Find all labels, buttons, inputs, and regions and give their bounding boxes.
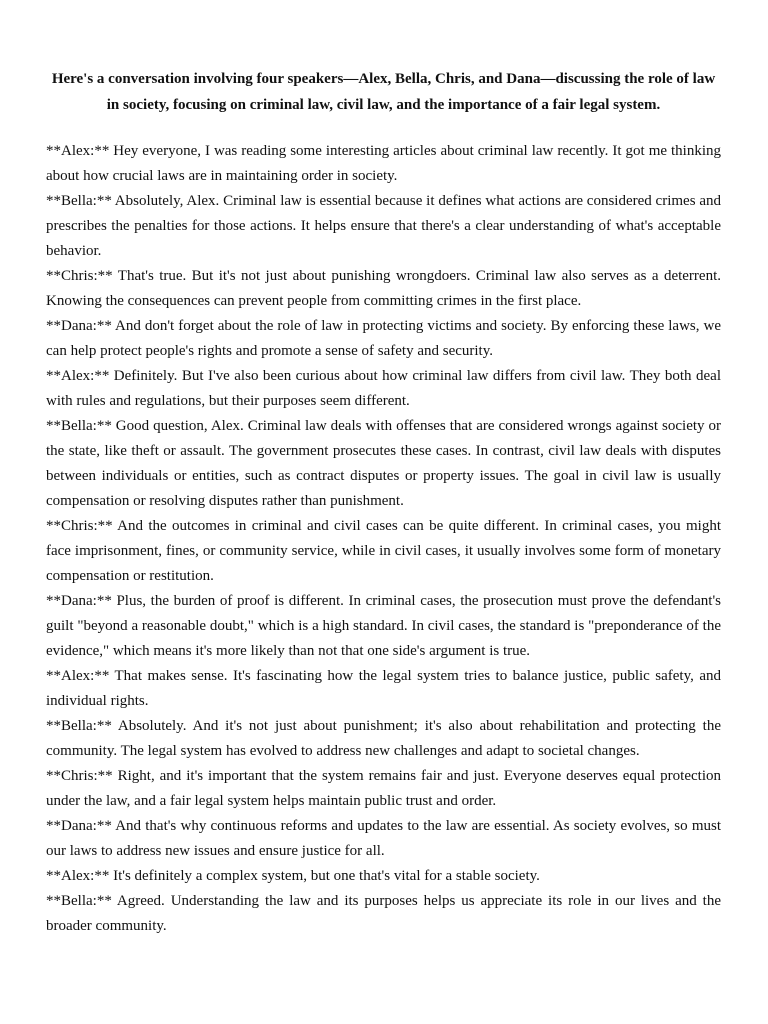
dialogue-turn-bella: **Bella:** Absolutely. And it's not just about punishment; it's also about rehabilitation and protecting the community. The legal system has evolved to address new challenges and adapt to societal changes. xyxy=(46,718,721,759)
dialogue-turn-alex: **Alex:** It's definitely a complex system, but one that's vital for a stable society. xyxy=(46,868,540,884)
dialogue-turn-bella: **Bella:** Agreed. Understanding the law and its purposes helps us appreciate its role in our lives and the broader community. xyxy=(46,893,721,934)
dialogue-turn-chris: **Chris:** Right, and it's important that the system remains fair and just. Everyone deserves equal protection under the law, and a fair legal system helps maintain public trust and order. xyxy=(46,768,721,809)
dialogue-turn-bella: **Bella:** Good question, Alex. Criminal law deals with offenses that are considered wrongs against society or the state, like theft or assault. The government prosecutes these cases. In contrast, civil law deals with disputes between individuals or entities, such as contract disputes or property issues. The goal in civil law is usually compensation or resolving disputes rather than punishment. xyxy=(46,418,721,509)
dialogue-turn-chris: **Chris:** That's true. But it's not just about punishing wrongdoers. Criminal law also serves as a deterrent. Knowing the consequences can prevent people from committing crimes in the first place. xyxy=(46,268,721,309)
dialogue-turn-dana: **Dana:** Plus, the burden of proof is different. In criminal cases, the prosecution must prove the defendant's guilt "beyond a reasonable doubt," which is a high standard. In civil cases, the standard is "preponderance of the evidence," which means it's more likely than not that one side's argument is true. xyxy=(46,593,721,659)
dialogue-turn-alex: **Alex:** Hey everyone, I was reading some interesting articles about criminal law recently. It got me thinking about how crucial laws are in maintaining order in society. xyxy=(46,143,721,184)
document-heading: Here's a conversation involving four speakers—Alex, Bella, Chris, and Dana—discussing the role of law in society, focusing on criminal law, civil law, and the importance of a fair legal system. xyxy=(51,71,716,113)
dialogue-turn-chris: **Chris:** And the outcomes in criminal and civil cases can be quite different. In criminal cases, you might face imprisonment, fines, or community service, while in civil cases, it usually involves some form of monetary compensation or restitution. xyxy=(46,518,721,584)
dialogue-turn-alex: **Alex:** Definitely. But I've also been curious about how criminal law differs from civil law. They both deal with rules and regulations, but their purposes seem different. xyxy=(46,368,721,409)
dialogue-turn-dana: **Dana:** And that's why continuous reforms and updates to the law are essential. As society evolves, so must our laws to address new issues and ensure justice for all. xyxy=(46,818,721,859)
dialogue-turn-alex: **Alex:** That makes sense. It's fascinating how the legal system tries to balance justice, public safety, and individual rights. xyxy=(46,668,721,709)
dialogue-turn-dana: **Dana:** And don't forget about the role of law in protecting victims and society. By enforcing these laws, we can help protect people's rights and promote a sense of safety and security. xyxy=(46,318,721,359)
dialogue-turn-bella: **Bella:** Absolutely, Alex. Criminal law is essential because it defines what actions are considered crimes and prescribes the penalties for those actions. It helps ensure that there's a clear understanding of what's acceptable behavior. xyxy=(46,193,721,259)
conversation-body xyxy=(46,139,721,939)
